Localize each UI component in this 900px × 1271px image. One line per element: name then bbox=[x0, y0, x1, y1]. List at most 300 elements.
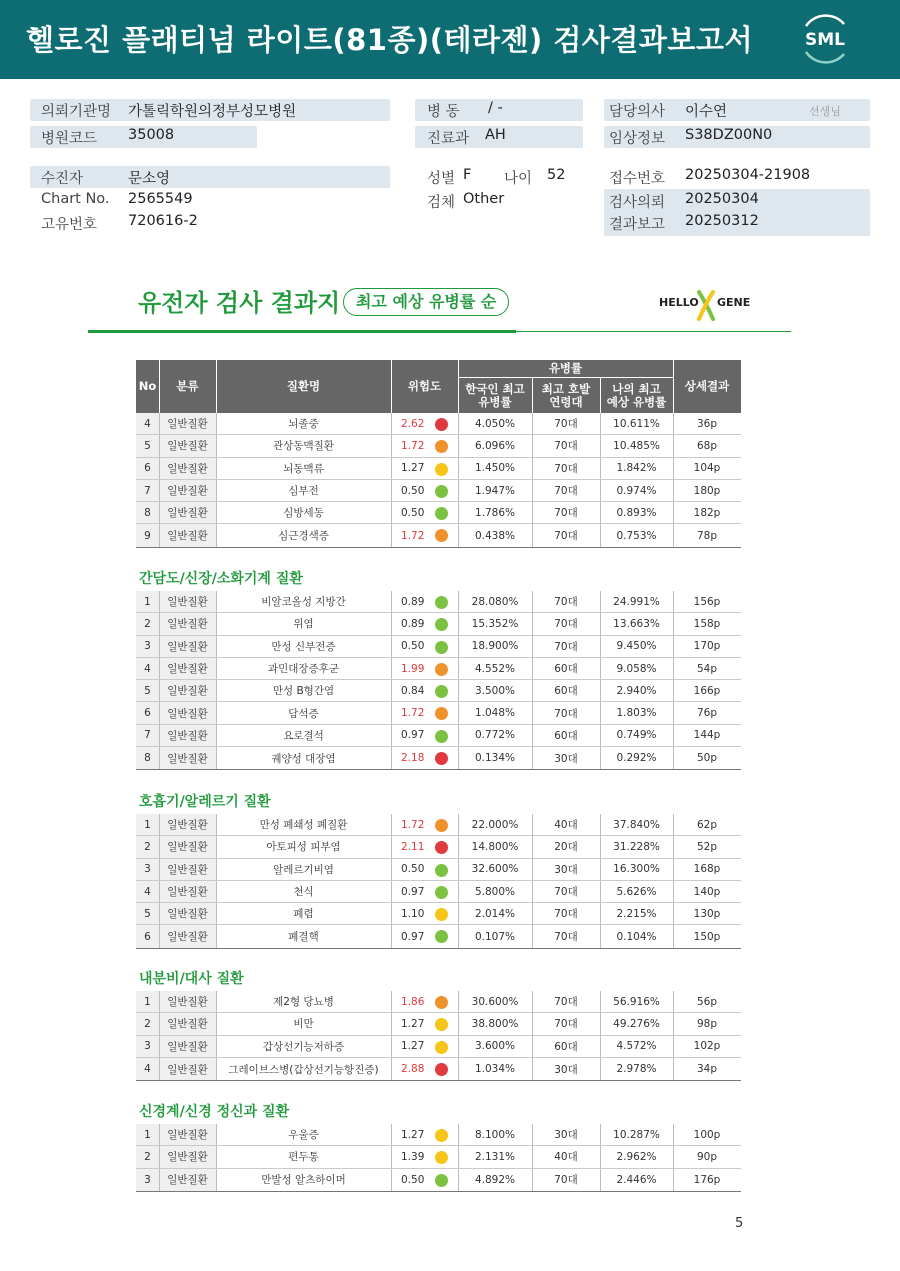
cell-my-max: 31.228% bbox=[613, 840, 660, 853]
cell-risk-value: 0.50 bbox=[401, 484, 425, 497]
cell-no: 7 bbox=[144, 729, 151, 742]
cell-category: 일반질환 bbox=[167, 530, 208, 543]
cell-my-max: 4.572% bbox=[616, 1040, 657, 1053]
cell-detail: 140p bbox=[693, 885, 721, 898]
cell-detail: 130p bbox=[693, 907, 721, 920]
specimen-label: 검체 bbox=[427, 195, 456, 211]
cell-korean-max: 6.096% bbox=[474, 439, 516, 452]
cell-category: 일반질환 bbox=[167, 752, 208, 765]
cell-korean-max: 14.800% bbox=[471, 840, 519, 853]
table-row bbox=[136, 747, 741, 769]
risk-level-dot-icon bbox=[435, 618, 448, 631]
risk-level-dot-icon bbox=[435, 1174, 448, 1187]
page-number: 5 bbox=[735, 1216, 744, 1231]
group-title-2: 호흡기/알레르기 질환 bbox=[139, 794, 271, 810]
cell-peak-age: 30대 bbox=[554, 752, 578, 765]
results-subtitle-badge: 최고 예상 유병률 순 bbox=[343, 288, 509, 316]
cell-disease: 만성 폐쇄성 폐질환 bbox=[259, 819, 348, 832]
dna-x-icon bbox=[695, 289, 717, 323]
cell-detail: 36p bbox=[696, 417, 718, 430]
cell-detail: 156p bbox=[693, 595, 721, 608]
cell-no: 6 bbox=[144, 462, 151, 475]
cell-korean-max: 4.892% bbox=[474, 1173, 516, 1186]
cell-detail: 56p bbox=[696, 995, 718, 1008]
unique-value: 720616-2 bbox=[128, 213, 198, 229]
cell-korean-max: 22.000% bbox=[471, 818, 519, 831]
examinee-label: 수진자 bbox=[41, 171, 84, 187]
cell-category: 일반질환 bbox=[167, 596, 208, 609]
cell-risk-value: 1.27 bbox=[401, 462, 425, 475]
cell-no: 3 bbox=[144, 863, 151, 876]
cell-risk-value: 1.27 bbox=[401, 1040, 425, 1053]
cell-peak-age: 70대 bbox=[554, 596, 578, 609]
group-rows-3 bbox=[136, 991, 741, 1081]
cell-peak-age: 70대 bbox=[554, 886, 578, 899]
cell-detail: 50p bbox=[696, 752, 718, 765]
risk-level-dot-icon bbox=[435, 529, 448, 542]
cell-risk-value: 0.50 bbox=[401, 1173, 425, 1186]
cell-korean-max: 28.080% bbox=[471, 595, 519, 608]
chart-label: Chart No. bbox=[41, 191, 110, 207]
cell-korean-max: 2.014% bbox=[474, 907, 516, 920]
risk-level-dot-icon bbox=[435, 841, 448, 854]
cell-disease: 담석증 bbox=[288, 707, 319, 720]
unique-label: 고유번호 bbox=[41, 217, 98, 233]
cell-no: 6 bbox=[144, 930, 151, 943]
hospital-code-value: 35008 bbox=[128, 127, 175, 143]
col-korean-max: 한국인 최고 유병률 bbox=[465, 381, 525, 409]
cell-detail: 54p bbox=[696, 662, 718, 675]
cell-category: 일반질환 bbox=[167, 1129, 208, 1142]
cell-category: 일반질환 bbox=[167, 908, 208, 921]
cell-risk-value: 2.88 bbox=[401, 1063, 425, 1076]
report-title: 헬로진 플래티넘 라이트(81종)(테라젠) 검사결과보고서 bbox=[26, 23, 753, 57]
table-row bbox=[136, 680, 741, 702]
table-row bbox=[136, 502, 741, 524]
cell-category: 일반질환 bbox=[167, 507, 208, 520]
cell-peak-age: 30대 bbox=[554, 863, 578, 876]
cell-disease: 만성 B형간염 bbox=[272, 685, 335, 698]
receipt-label: 접수번호 bbox=[609, 171, 666, 187]
table-row bbox=[136, 859, 741, 881]
cell-my-max: 37.840% bbox=[613, 818, 660, 831]
table-row bbox=[136, 480, 741, 502]
cell-risk-value: 1.86 bbox=[401, 995, 425, 1008]
cell-my-max: 10.611% bbox=[613, 417, 660, 430]
cell-detail: 76p bbox=[696, 707, 718, 720]
cell-my-max: 9.450% bbox=[616, 640, 657, 653]
risk-level-dot-icon bbox=[435, 663, 448, 676]
risk-level-dot-icon bbox=[435, 507, 448, 520]
cell-detail: 176p bbox=[693, 1173, 721, 1186]
table-row bbox=[136, 1036, 741, 1058]
cell-korean-max: 1.034% bbox=[474, 1063, 516, 1076]
cell-disease: 만성 신부전증 bbox=[271, 640, 336, 653]
cell-no: 1 bbox=[144, 595, 151, 608]
cell-peak-age: 70대 bbox=[554, 440, 578, 453]
cell-risk-value: 0.84 bbox=[401, 684, 425, 697]
risk-level-dot-icon bbox=[435, 1129, 448, 1142]
cell-peak-age: 70대 bbox=[554, 485, 578, 498]
group-title-1: 간담도/신장/소화기계 질환 bbox=[139, 571, 303, 587]
chart-value: 2565549 bbox=[128, 191, 193, 207]
cell-korean-max: 8.100% bbox=[474, 1128, 516, 1141]
table-row bbox=[136, 1058, 741, 1080]
cell-korean-max: 1.450% bbox=[474, 462, 516, 475]
cell-risk-value: 2.18 bbox=[401, 752, 425, 765]
cell-korean-max: 1.786% bbox=[474, 506, 516, 519]
group-rows-2 bbox=[136, 814, 741, 949]
cell-my-max: 1.842% bbox=[616, 462, 657, 475]
table-row bbox=[136, 814, 741, 836]
hellogene-logo-right: GENE bbox=[717, 296, 751, 309]
cell-disease: 심방세동 bbox=[283, 507, 324, 520]
risk-level-dot-icon bbox=[435, 730, 448, 743]
cell-peak-age: 70대 bbox=[554, 908, 578, 921]
risk-level-dot-icon bbox=[435, 641, 448, 654]
cell-risk-value: 0.97 bbox=[401, 885, 425, 898]
cell-disease: 제2형 당뇨병 bbox=[273, 996, 334, 1009]
cell-my-max: 0.974% bbox=[616, 484, 657, 497]
risk-level-dot-icon bbox=[435, 930, 448, 943]
risk-level-dot-icon bbox=[435, 819, 448, 832]
cell-no: 2 bbox=[144, 1150, 151, 1163]
cell-disease: 궤양성 대장염 bbox=[271, 752, 336, 765]
cell-disease: 관상동맥질환 bbox=[273, 440, 334, 453]
request-label: 검사의뢰 bbox=[609, 195, 666, 211]
table-row bbox=[136, 524, 741, 546]
cell-disease: 뇌동맥류 bbox=[283, 462, 324, 475]
info-row-5 bbox=[0, 212, 900, 234]
cell-my-max: 24.991% bbox=[613, 595, 660, 608]
cell-disease: 갑상선기능저하증 bbox=[262, 1040, 345, 1053]
group-rows-4 bbox=[136, 1124, 741, 1192]
report-value: 20250312 bbox=[685, 213, 759, 229]
cell-category: 일반질환 bbox=[167, 685, 208, 698]
receipt-value: 20250304-21908 bbox=[685, 167, 811, 183]
cell-category: 일반질환 bbox=[167, 931, 208, 944]
results-table-header bbox=[136, 360, 741, 413]
cell-my-max: 2.962% bbox=[616, 1150, 657, 1163]
cell-peak-age: 30대 bbox=[554, 1063, 578, 1076]
cell-korean-max: 4.050% bbox=[474, 417, 516, 430]
cell-no: 7 bbox=[144, 484, 151, 497]
cell-category: 일반질환 bbox=[167, 663, 208, 676]
cell-my-max: 2.215% bbox=[616, 907, 657, 920]
results-title: 유전자 검사 결과지 bbox=[138, 289, 341, 317]
cell-disease: 과민대장증후군 bbox=[267, 663, 339, 676]
examinee-value: 문소영 bbox=[128, 171, 171, 187]
cell-risk-value: 0.89 bbox=[401, 595, 425, 608]
cell-category: 일반질환 bbox=[167, 1040, 208, 1053]
risk-level-dot-icon bbox=[435, 1151, 448, 1164]
cell-category: 일반질환 bbox=[167, 640, 208, 653]
cell-my-max: 2.446% bbox=[616, 1173, 657, 1186]
cell-category: 일반질환 bbox=[167, 707, 208, 720]
cell-disease: 그레이브스병(갑상선기능항진증) bbox=[228, 1063, 379, 1076]
cell-risk-value: 2.11 bbox=[401, 840, 425, 853]
cell-korean-max: 1.947% bbox=[474, 484, 516, 497]
clinical-value: S38DZ00N0 bbox=[685, 127, 773, 143]
cell-my-max: 2.940% bbox=[616, 684, 657, 697]
col-no: No bbox=[138, 379, 157, 393]
cell-korean-max: 4.552% bbox=[474, 662, 516, 675]
table-row bbox=[136, 613, 741, 635]
cell-risk-value: 1.72 bbox=[401, 439, 425, 452]
group-title-4: 신경계/신경 정신과 질환 bbox=[139, 1104, 290, 1120]
cell-no: 1 bbox=[144, 995, 151, 1008]
table-row bbox=[136, 458, 741, 480]
cell-detail: 144p bbox=[693, 729, 721, 742]
cell-korean-max: 30.600% bbox=[471, 995, 519, 1008]
info-row-4 bbox=[0, 190, 900, 212]
cell-detail: 168p bbox=[693, 863, 721, 876]
col-category: 분류 bbox=[176, 379, 199, 393]
cell-korean-max: 0.772% bbox=[474, 729, 516, 742]
info-row-3 bbox=[0, 166, 900, 188]
table-row bbox=[136, 903, 741, 925]
risk-level-dot-icon bbox=[435, 1063, 448, 1076]
cell-category: 일반질환 bbox=[167, 886, 208, 899]
cell-detail: 98p bbox=[696, 1017, 718, 1030]
cell-category: 일반질환 bbox=[167, 1151, 208, 1164]
cell-risk-value: 1.72 bbox=[401, 707, 425, 720]
cell-category: 일반질환 bbox=[167, 1063, 208, 1076]
table-row bbox=[136, 658, 741, 680]
cell-korean-max: 5.800% bbox=[474, 885, 516, 898]
hospital-code-label: 병원코드 bbox=[41, 131, 98, 147]
cell-detail: 104p bbox=[693, 462, 721, 475]
cell-disease: 알레르기비염 bbox=[273, 863, 334, 876]
cell-my-max: 9.058% bbox=[616, 662, 657, 675]
cell-my-max: 10.485% bbox=[613, 439, 660, 452]
cell-my-max: 13.663% bbox=[613, 617, 660, 630]
cell-korean-max: 0.134% bbox=[474, 752, 516, 765]
cell-disease: 아토피성 피부염 bbox=[266, 841, 341, 854]
hellogene-logo-left: HELLO bbox=[659, 296, 699, 309]
table-row bbox=[136, 881, 741, 903]
table-row bbox=[136, 725, 741, 747]
cell-peak-age: 60대 bbox=[554, 663, 578, 676]
cell-my-max: 5.626% bbox=[616, 885, 657, 898]
cell-no: 4 bbox=[144, 662, 151, 675]
cell-category: 일반질환 bbox=[167, 418, 208, 431]
info-row-1 bbox=[0, 99, 900, 121]
cell-my-max: 56.916% bbox=[613, 995, 660, 1008]
cell-risk-value: 1.10 bbox=[401, 907, 425, 920]
table-row bbox=[136, 435, 741, 457]
cell-peak-age: 60대 bbox=[554, 1040, 578, 1053]
report-header bbox=[0, 0, 900, 79]
clinical-label: 임상정보 bbox=[609, 131, 666, 147]
cell-risk-value: 0.89 bbox=[401, 617, 425, 630]
risk-level-dot-icon bbox=[435, 685, 448, 698]
cell-my-max: 10.287% bbox=[613, 1128, 660, 1141]
cell-risk-value: 1.39 bbox=[401, 1150, 425, 1163]
cell-disease: 비알코올성 지방간 bbox=[261, 596, 346, 609]
cell-no: 5 bbox=[144, 439, 151, 452]
cell-disease: 심부전 bbox=[288, 485, 319, 498]
cell-disease: 위염 bbox=[293, 618, 314, 631]
cell-peak-age: 70대 bbox=[554, 1018, 578, 1031]
cell-no: 3 bbox=[144, 640, 151, 653]
cell-my-max: 0.104% bbox=[616, 930, 657, 943]
cell-detail: 166p bbox=[693, 684, 721, 697]
request-value: 20250304 bbox=[685, 191, 759, 207]
cell-category: 일반질환 bbox=[167, 618, 208, 631]
cell-peak-age: 70대 bbox=[554, 640, 578, 653]
institution-label: 의뢰기관명 bbox=[41, 104, 112, 120]
specimen-value: Other bbox=[463, 191, 505, 207]
report-label: 결과보고 bbox=[609, 217, 666, 233]
cell-my-max: 0.292% bbox=[616, 752, 657, 765]
ward-label: 병 동 bbox=[427, 104, 460, 120]
cell-no: 1 bbox=[144, 1128, 151, 1141]
cell-my-max: 16.300% bbox=[613, 863, 660, 876]
cell-korean-max: 0.107% bbox=[474, 930, 516, 943]
cell-peak-age: 20대 bbox=[554, 841, 578, 854]
dept-label: 진료과 bbox=[427, 131, 470, 147]
cell-peak-age: 70대 bbox=[554, 707, 578, 720]
sml-logo-text: SML bbox=[805, 30, 845, 50]
cell-disease: 천식 bbox=[293, 886, 314, 899]
col-detail: 상세결과 bbox=[684, 379, 730, 393]
group-rows-1 bbox=[136, 591, 741, 770]
table-row bbox=[136, 1013, 741, 1035]
cell-disease: 심근경색증 bbox=[278, 530, 329, 543]
table-row bbox=[136, 1146, 741, 1168]
risk-level-dot-icon bbox=[435, 707, 448, 720]
cell-disease: 편두통 bbox=[288, 1151, 319, 1164]
cell-no: 4 bbox=[144, 1063, 151, 1076]
cell-disease: 뇌졸중 bbox=[288, 418, 319, 431]
table-row bbox=[136, 925, 741, 947]
cell-category: 일반질환 bbox=[167, 863, 208, 876]
cell-peak-age: 70대 bbox=[554, 1174, 578, 1187]
cell-my-max: 0.749% bbox=[616, 729, 657, 742]
cell-my-max: 1.803% bbox=[616, 707, 657, 720]
cell-detail: 158p bbox=[693, 617, 721, 630]
age-label: 나이 bbox=[504, 171, 533, 187]
col-prevalence: 유병률 bbox=[548, 361, 583, 375]
cell-peak-age: 70대 bbox=[554, 418, 578, 431]
cell-disease: 만발성 알츠하이머 bbox=[261, 1174, 346, 1187]
cell-detail: 150p bbox=[693, 930, 721, 943]
cell-peak-age: 70대 bbox=[554, 618, 578, 631]
table-row bbox=[136, 413, 741, 435]
cell-no: 6 bbox=[144, 707, 151, 720]
table-row bbox=[136, 591, 741, 613]
cell-disease: 요로결석 bbox=[283, 729, 324, 742]
cell-detail: 180p bbox=[693, 484, 721, 497]
cell-peak-age: 70대 bbox=[554, 931, 578, 944]
cell-korean-max: 2.131% bbox=[474, 1150, 516, 1163]
cell-risk-value: 1.27 bbox=[401, 1128, 425, 1141]
doctor-value: 이수연 bbox=[685, 104, 728, 120]
group-title-3: 내분비/대사 질환 bbox=[139, 971, 244, 987]
table-row bbox=[136, 702, 741, 724]
cell-risk-value: 0.50 bbox=[401, 506, 425, 519]
sml-logo-icon bbox=[796, 12, 854, 66]
risk-level-dot-icon bbox=[435, 886, 448, 899]
table-row bbox=[136, 836, 741, 858]
table-row bbox=[136, 1169, 741, 1191]
cell-detail: 78p bbox=[696, 529, 718, 542]
cell-risk-value: 0.50 bbox=[401, 640, 425, 653]
sex-value: F bbox=[463, 167, 472, 183]
cell-category: 일반질환 bbox=[167, 729, 208, 742]
cell-no: 9 bbox=[144, 529, 151, 542]
cell-no: 2 bbox=[144, 617, 151, 630]
cell-risk-value: 0.97 bbox=[401, 930, 425, 943]
risk-level-dot-icon bbox=[435, 752, 448, 765]
col-risk: 위험도 bbox=[407, 379, 442, 393]
cell-no: 1 bbox=[144, 818, 151, 831]
risk-level-dot-icon bbox=[435, 1041, 448, 1054]
risk-level-dot-icon bbox=[435, 596, 448, 609]
cell-detail: 100p bbox=[693, 1128, 721, 1141]
table-row bbox=[136, 1124, 741, 1146]
cell-korean-max: 1.048% bbox=[474, 707, 516, 720]
doctor-label: 담당의사 bbox=[609, 104, 666, 120]
cell-category: 일반질환 bbox=[167, 841, 208, 854]
doctor-suffix: 선생님 bbox=[809, 105, 841, 118]
cell-peak-age: 70대 bbox=[554, 996, 578, 1009]
cell-risk-value: 0.50 bbox=[401, 863, 425, 876]
cell-category: 일반질환 bbox=[167, 485, 208, 498]
cell-peak-age: 60대 bbox=[554, 729, 578, 742]
cell-korean-max: 38.800% bbox=[471, 1017, 519, 1030]
cell-korean-max: 3.500% bbox=[474, 684, 516, 697]
dept-value: AH bbox=[485, 127, 506, 143]
cell-no: 3 bbox=[144, 1173, 151, 1186]
risk-level-dot-icon bbox=[435, 864, 448, 877]
cell-category: 일반질환 bbox=[167, 819, 208, 832]
age-value: 52 bbox=[547, 167, 566, 183]
cell-peak-age: 70대 bbox=[554, 462, 578, 475]
cell-peak-age: 30대 bbox=[554, 1129, 578, 1142]
cell-detail: 90p bbox=[696, 1150, 718, 1163]
cell-risk-value: 1.99 bbox=[401, 662, 425, 675]
cell-my-max: 0.753% bbox=[616, 529, 657, 542]
cell-my-max: 2.978% bbox=[616, 1063, 657, 1076]
cell-detail: 182p bbox=[693, 506, 721, 519]
cell-korean-max: 32.600% bbox=[471, 863, 519, 876]
cell-category: 일반질환 bbox=[167, 1018, 208, 1031]
cell-risk-value: 1.72 bbox=[401, 529, 425, 542]
risk-level-dot-icon bbox=[435, 1018, 448, 1031]
cell-detail: 170p bbox=[693, 640, 721, 653]
col-peak-age: 최고 호발 연령대 bbox=[541, 381, 591, 409]
cell-disease: 비만 bbox=[293, 1018, 314, 1031]
hellogene-logo bbox=[657, 289, 757, 323]
cell-no: 2 bbox=[144, 1017, 151, 1030]
title-underline-accent bbox=[88, 330, 516, 333]
cell-peak-age: 60대 bbox=[554, 685, 578, 698]
cell-no: 4 bbox=[144, 885, 151, 898]
col-my-max: 나의 최고 예상 유병률 bbox=[606, 381, 667, 409]
cell-no: 4 bbox=[144, 417, 151, 430]
sex-label: 성별 bbox=[427, 171, 456, 187]
cell-detail: 34p bbox=[696, 1063, 718, 1076]
cell-peak-age: 40대 bbox=[554, 1151, 578, 1164]
institution-value: 가톨릭학원의정부성모병원 bbox=[128, 104, 297, 120]
group-rows-0 bbox=[136, 413, 741, 548]
cell-detail: 52p bbox=[696, 840, 718, 853]
cell-my-max: 0.893% bbox=[616, 506, 657, 519]
cell-detail: 62p bbox=[696, 818, 718, 831]
cell-korean-max: 18.900% bbox=[471, 640, 519, 653]
